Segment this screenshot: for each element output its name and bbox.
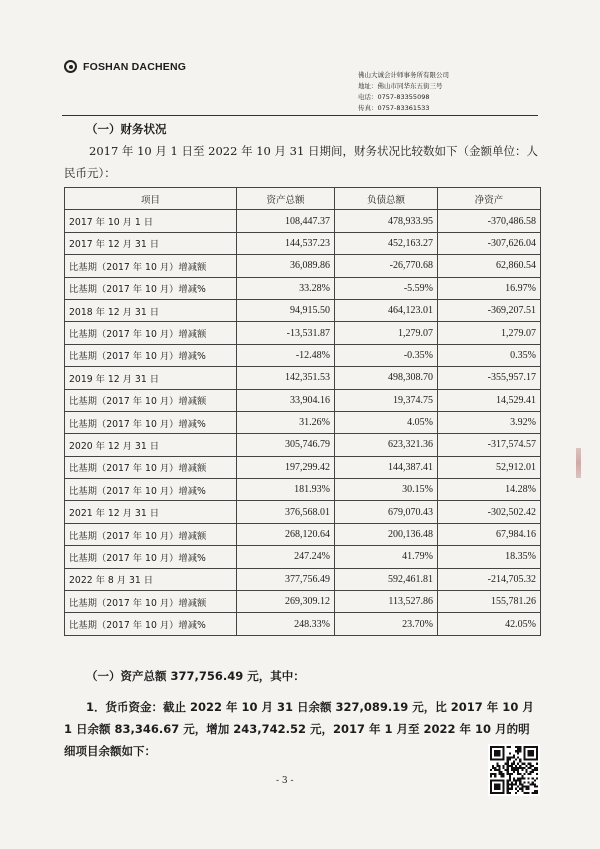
table-row — [65, 210, 541, 232]
table-row — [65, 613, 541, 635]
assets-cell: 144,537.23 — [237, 232, 335, 254]
liabilities-cell: 41.79% — [335, 546, 438, 568]
liabilities-cell: 19,374.75 — [335, 389, 438, 411]
row-label: 2018 年 12 月 31 日 — [65, 299, 237, 321]
assets-cell: 305,746.79 — [237, 434, 335, 456]
row-label: 2021 年 12 月 31 日 — [65, 501, 237, 523]
column-header-liabilities: 负债总额 — [335, 188, 438, 210]
liabilities-cell: 452,163.27 — [335, 232, 438, 254]
table-row — [65, 367, 541, 389]
net-assets-cell: -307,626.04 — [438, 232, 541, 254]
row-label: 2017 年 10 月 1 日 — [65, 210, 237, 232]
net-assets-cell: 155,781.26 — [438, 591, 541, 613]
row-label: 比基期（2017 年 10 月）增减额 — [65, 523, 237, 545]
liabilities-cell: 4.05% — [335, 411, 438, 433]
liabilities-cell: 498,308.70 — [335, 367, 438, 389]
subsection-title: （一）资产总额 377,756.49 元，其中： — [86, 669, 305, 683]
assets-cell: 247.24% — [237, 546, 335, 568]
table-row — [65, 255, 541, 277]
assets-cell: 376,568.01 — [237, 501, 335, 523]
liabilities-cell: -0.35% — [335, 344, 438, 366]
firm-logo-icon — [64, 60, 77, 73]
assets-cell: 33,904.16 — [237, 389, 335, 411]
financial-status-table — [64, 187, 541, 636]
row-label: 比基期（2017 年 10 月）增减% — [65, 479, 237, 501]
header-divider — [62, 115, 538, 116]
table-row — [65, 411, 541, 433]
firm-name: 佛山大诚会计师事务所有限公司 — [358, 71, 449, 79]
page-number: - 3 - — [276, 776, 294, 786]
liabilities-cell: 23.70% — [335, 613, 438, 635]
row-label: 2020 年 12 月 31 日 — [65, 434, 237, 456]
assets-cell: 377,756.49 — [237, 568, 335, 590]
net-assets-cell: 42.05% — [438, 613, 541, 635]
row-label: 比基期（2017 年 10 月）增减额 — [65, 389, 237, 411]
liabilities-cell: 1,279.07 — [335, 322, 438, 344]
net-assets-cell: -355,957.17 — [438, 367, 541, 389]
column-header-item: 项目 — [65, 188, 237, 210]
section-title: （一）财务状况 — [86, 122, 167, 136]
row-label: 比基期（2017 年 10 月）增减% — [65, 546, 237, 568]
table-row — [65, 434, 541, 456]
assets-cell: 269,309.12 — [237, 591, 335, 613]
net-assets-cell: -302,502.42 — [438, 501, 541, 523]
net-assets-cell: 52,912.01 — [438, 456, 541, 478]
intro-paragraph: 2017 年 10 月 1 日至 2022 年 10 月 31 日期间，财务状况比较数如下（金额单位：人民币元）： — [64, 144, 538, 180]
assets-cell: 248.33% — [237, 613, 335, 635]
firm-address: 地址：佛山市同华东五街三号 — [358, 82, 443, 90]
assets-cell: -12.48% — [237, 344, 335, 366]
row-label: 比基期（2017 年 10 月）增减% — [65, 344, 237, 366]
assets-cell: 33.28% — [237, 277, 335, 299]
row-label: 比基期（2017 年 10 月）增减额 — [65, 322, 237, 344]
net-assets-cell: 14,529.41 — [438, 389, 541, 411]
table-row — [65, 299, 541, 321]
table-row — [65, 456, 541, 478]
net-assets-cell: 18.35% — [438, 546, 541, 568]
assets-cell: 31.26% — [237, 411, 335, 433]
firm-fax: 传真：0757-83361533 — [358, 104, 430, 112]
assets-cell: 94,915.50 — [237, 299, 335, 321]
net-assets-cell: 62,860.54 — [438, 255, 541, 277]
net-assets-cell: -369,207.51 — [438, 299, 541, 321]
column-header-net-assets: 净资产 — [438, 188, 541, 210]
row-label: 比基期（2017 年 10 月）增减% — [65, 277, 237, 299]
table-header-row — [65, 188, 541, 210]
liabilities-cell: 623,321.36 — [335, 434, 438, 456]
table-row — [65, 546, 541, 568]
table-row — [65, 501, 541, 523]
net-assets-cell: -370,486.58 — [438, 210, 541, 232]
table-row — [65, 344, 541, 366]
net-assets-cell: 0.35% — [438, 344, 541, 366]
liabilities-cell: 144,387.41 — [335, 456, 438, 478]
firm-logo — [64, 60, 186, 73]
net-assets-cell: -214,705.32 — [438, 568, 541, 590]
net-assets-cell: 16.97% — [438, 277, 541, 299]
assets-cell: 142,351.53 — [237, 367, 335, 389]
table-row — [65, 232, 541, 254]
table-row — [65, 479, 541, 501]
row-label: 比基期（2017 年 10 月）增减额 — [65, 255, 237, 277]
liabilities-cell: -26,770.68 — [335, 255, 438, 277]
net-assets-cell: 14.28% — [438, 479, 541, 501]
row-label: 2017 年 12 月 31 日 — [65, 232, 237, 254]
column-header-assets: 资产总额 — [237, 188, 335, 210]
liabilities-cell: -5.59% — [335, 277, 438, 299]
row-label: 比基期（2017 年 10 月）增减额 — [65, 456, 237, 478]
table-row — [65, 322, 541, 344]
net-assets-cell: 3.92% — [438, 411, 541, 433]
table-row — [65, 523, 541, 545]
row-label: 2019 年 12 月 31 日 — [65, 367, 237, 389]
liabilities-cell: 464,123.01 — [335, 299, 438, 321]
assets-cell: 268,120.64 — [237, 523, 335, 545]
table-row — [65, 591, 541, 613]
cash-paragraph: 1．货币资金：截止 2022 年 10 月 31 日余额 327,089.19 元，比 2017 年 10 月 1 日余额 83,346.67 元，增加 243,742.52 元，2017 年 1 月至 2022 年 10 月的明细项目余额如下： — [64, 700, 534, 758]
net-assets-cell: 1,279.07 — [438, 322, 541, 344]
assets-cell: 36,089.86 — [237, 255, 335, 277]
net-assets-cell: 67,984.16 — [438, 523, 541, 545]
assets-cell: -13,531.87 — [237, 322, 335, 344]
row-label: 比基期（2017 年 10 月）增减额 — [65, 591, 237, 613]
liabilities-cell: 592,461.81 — [335, 568, 438, 590]
assets-cell: 181.93% — [237, 479, 335, 501]
firm-phone: 电话：0757-83355098 — [358, 93, 430, 101]
liabilities-cell: 30.15% — [335, 479, 438, 501]
liabilities-cell: 679,070.43 — [335, 501, 438, 523]
row-label: 2022 年 8 月 31 日 — [65, 568, 237, 590]
table-row — [65, 389, 541, 411]
assets-cell: 108,447.37 — [237, 210, 335, 232]
row-label: 比基期（2017 年 10 月）增减% — [65, 411, 237, 433]
liabilities-cell: 113,527.86 — [335, 591, 438, 613]
net-assets-cell: -317,574.57 — [438, 434, 541, 456]
firm-contact-block — [358, 70, 449, 114]
liabilities-cell: 478,933.95 — [335, 210, 438, 232]
logo-text: FOSHAN DACHENG — [83, 60, 187, 73]
qr-code-icon — [488, 744, 540, 796]
stamp-edge-mark — [576, 448, 581, 478]
table-row — [65, 568, 541, 590]
row-label: 比基期（2017 年 10 月）增减% — [65, 613, 237, 635]
table-row — [65, 277, 541, 299]
assets-cell: 197,299.42 — [237, 456, 335, 478]
liabilities-cell: 200,136.48 — [335, 523, 438, 545]
